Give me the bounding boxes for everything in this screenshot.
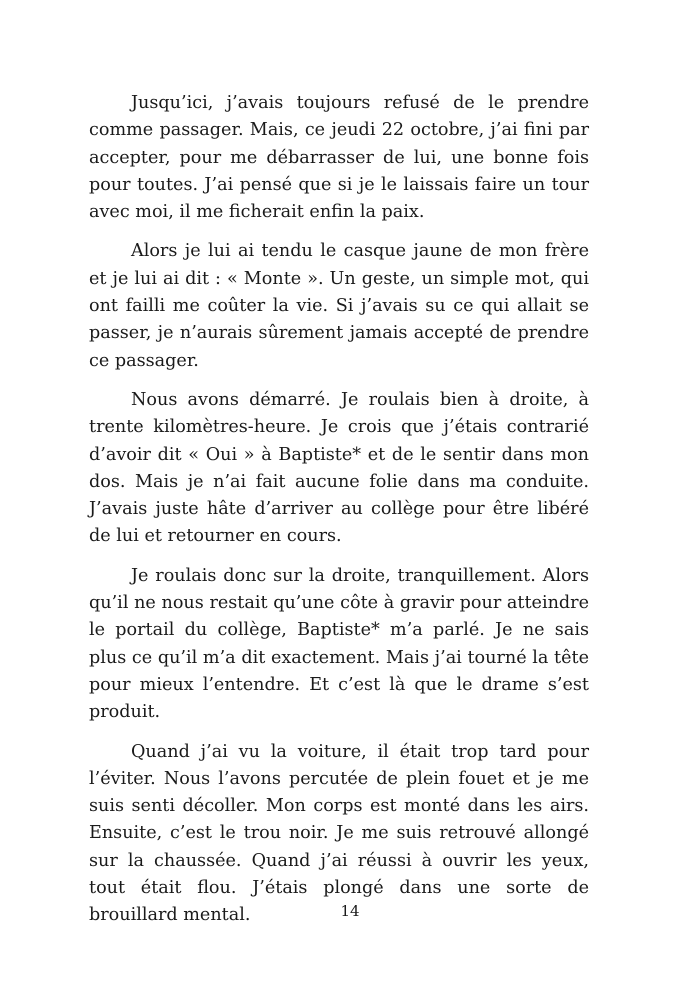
body-text xyxy=(89,90,589,942)
paragraph: Alors je lui ai tendu le casque jaune de mon frère et je lui ai dit : « Monte ». Un geste, un simple mot, qui ont failli me coûter la vie. Si j’avais su ce qui allait se passer, je n’aurais sûrement jamais accepté de prendre ce passager. xyxy=(89,241,589,371)
paragraph: Jusqu’ici, j’avais toujours refusé de le prendre comme passager. Mais, ce jeudi 22 octobre, j’ai fini par accepter, pour me débarrasser de lui, une bonne fois pour toutes. J’ai pensé que si je le laissais faire un tour avec moi, il me ficherait enfin la paix. xyxy=(89,93,589,223)
paragraph: Nous avons démarré. Je roulais bien à droite, à trente kilomètres-heure. Je crois que j’étais contrarié d’avoir dit « Oui » à Baptiste* et de le sentir dans mon dos. Mais je n’ai fait aucune folie dans ma conduite. J’avais juste hâte d’arriver au collège pour être libéré de lui et retourner en cours. xyxy=(89,389,589,547)
page-number: 14 xyxy=(340,902,360,920)
paragraph: Quand j’ai vu la voiture, il était trop tard pour l’éviter. Nous l’avons percutée de plein fouet et je me suis senti décoller. Mon corps est monté dans les airs. Ensuite, c’est le trou noir. Je me suis retrouvé allongé sur la chaussée. Quand j’ai réussi à ouvrir les yeux, tout était flou. J’étais plongé dans une sorte de brouillard mental. xyxy=(89,741,589,926)
paragraph: Je roulais donc sur la droite, tranquillement. Alors qu’il ne nous restait qu’une côte à gravir pour atteindre le portail du collège, Baptiste* m’a parlé. Je ne sais plus ce qu’il m’a dit exactement. Mais j’ai tourné la tête pour mieux l’entendre. Et c’est là que le drame s’est produit. xyxy=(89,565,589,723)
